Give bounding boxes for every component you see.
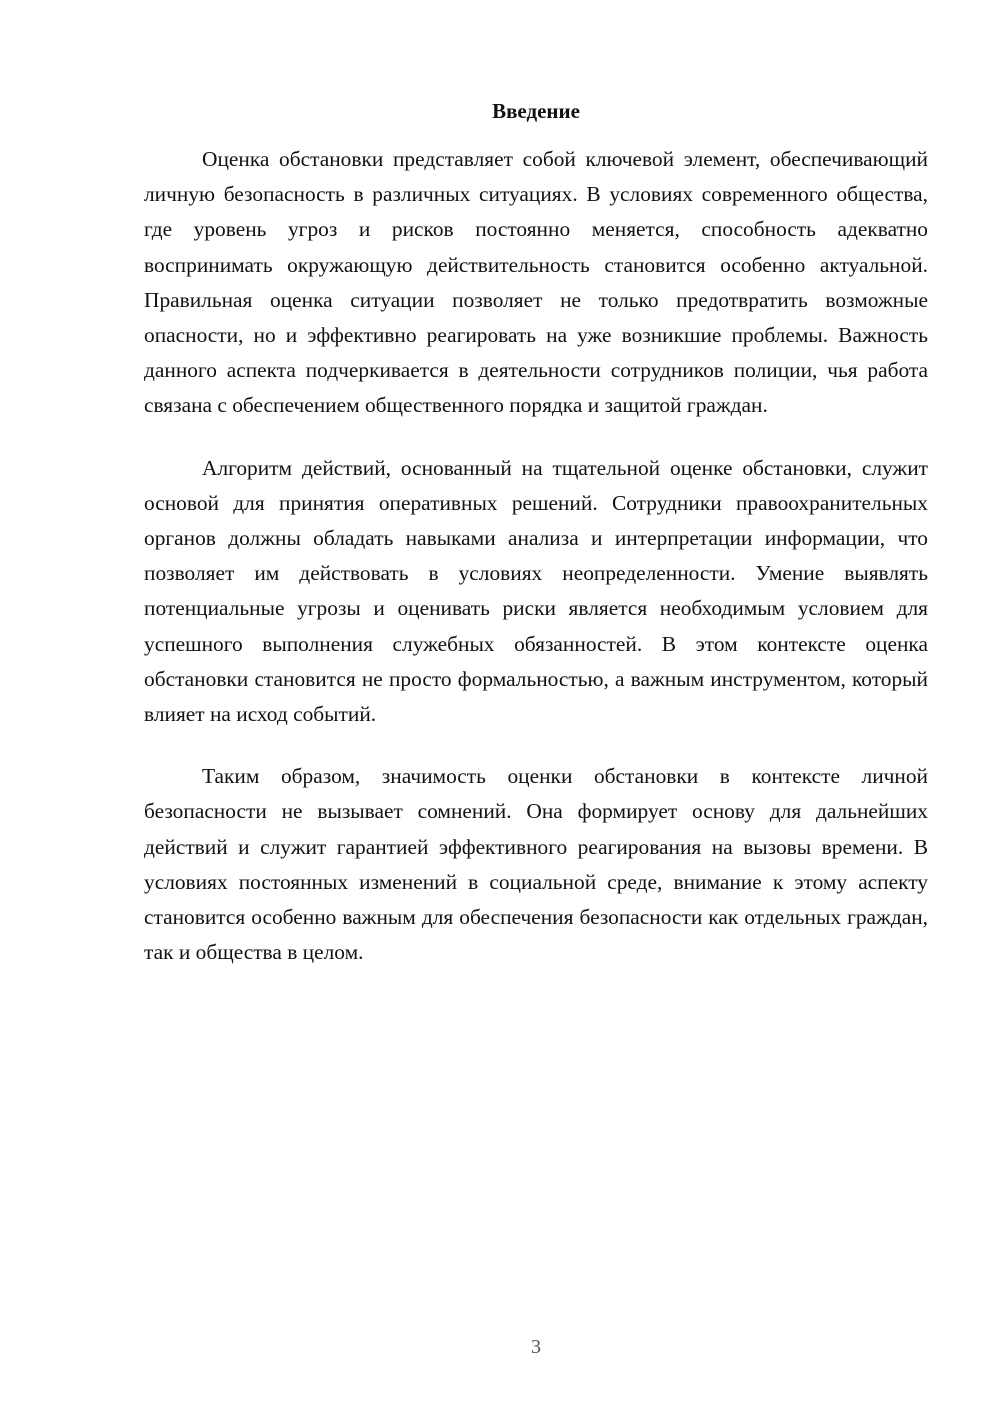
page-number: 3 <box>531 1336 541 1358</box>
body-text <box>144 142 928 997</box>
paragraph-2: Алгоритм действий, основанный на тщательной оценке обстановки, служит основой для принятия оперативных решений. Сотрудники правоохранительных органов должны обладать навыками анализа и интерпретации информации, что позволяет им действовать в условиях неопределенности. Умение выявлять потенциальные угрозы и оценивать риски является необходимым условием для успешного выполнения служебных обязанностей. В этом контексте оценка обстановки становится не просто формальностью, а важным инструментом, который влияет на исход событий. <box>144 455 928 727</box>
section-title: Введение <box>492 99 580 123</box>
paragraph-1: Оценка обстановки представляет собой ключевой элемент, обеспечивающий личную безопасность в различных ситуациях. В условиях современного общества, где уровень угроз и рисков постоянно меняется, способность адекватно воспринимать окружающую действительность становится особенно актуальной. Правильная оценка ситуации позволяет не только предотвратить возможные опасности, но и эффективно реагировать на уже возникшие проблемы. Важность данного аспекта подчеркивается в деятельности сотрудников полиции, чья работа связана с обеспечением общественного порядка и защитой граждан. <box>144 147 928 418</box>
paragraph-3: Таким образом, значимость оценки обстановки в контексте личной безопасности не вызывает сомнений. Она формирует основу для дальнейших действий и служит гарантией эффективного реагирования на вызовы времени. В условиях постоянных изменений в социальной среде, внимание к этому аспекту становится особенно важным для обеспечения безопасности как отдельных граждан, так и общества в целом. <box>144 764 928 965</box>
